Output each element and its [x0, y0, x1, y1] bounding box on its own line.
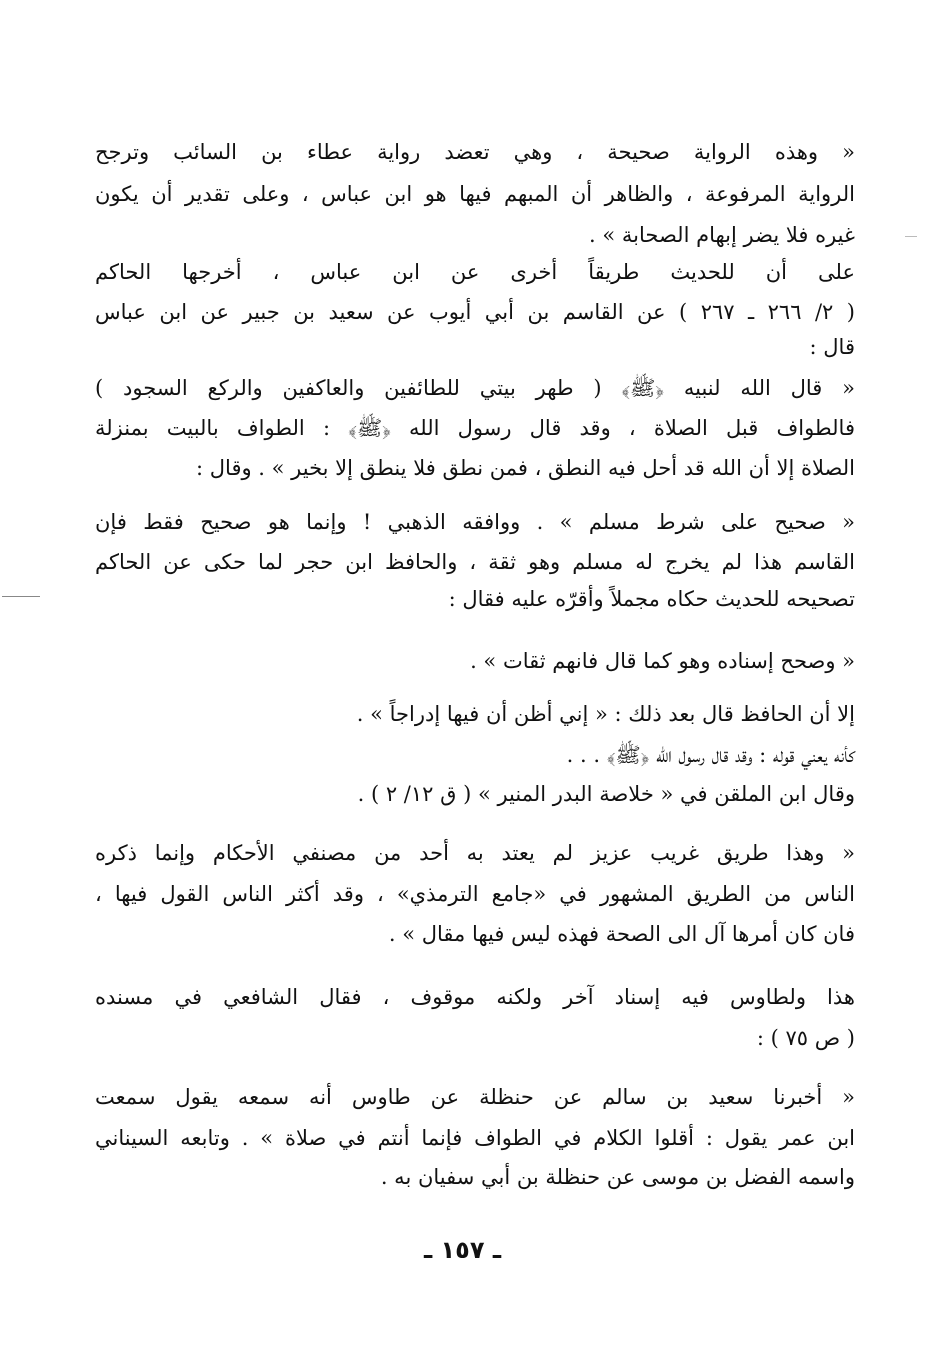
- text-line: قال :: [809, 335, 855, 359]
- text-line: واسمه الفضل بن موسى عن حنظلة بن أبي سفيان به .: [380, 1165, 855, 1189]
- text-line: وقال ابن الملقن في « خلاصة البدر المنير » ( ق ١٢/ ٢ ) .: [357, 782, 855, 806]
- scan-artifact: [2, 596, 40, 597]
- text-line: ( ص ٧٥ ) :: [756, 1026, 855, 1050]
- text-line: على أن للحديث طريقاً أخرى عن ابن عباس ، أخرجها الحاكم: [95, 260, 855, 284]
- text-line: القاسم هذا لم يخرج له مسلم وهو ثقة ، والحافظ ابن حجر لما حكى عن الحاكم: [95, 550, 855, 574]
- text-line: « صحيح على شرط مسلم » . ووافقه الذهبي ! وإنما هو صحيح فقط فإن: [95, 510, 855, 534]
- text-line: « أخبرنا سعيد بن سالم عن حنظلة عن طاوس أنه سمعه يقول سمعت: [95, 1085, 855, 1109]
- text-line: الناس من الطريق المشهور في «جامع الترمذي» ، وقد أكثر الناس القول فيها ،: [95, 882, 855, 906]
- text-line: « وهذا طريق غريب عزيز لم يعتد به أحد من مصنفي الأحكام وإنما ذكره: [95, 841, 855, 865]
- scan-artifact: [905, 236, 917, 237]
- text-line: « وهذه الرواية صحيحة ، وهي تعضد رواية عطاء بن السائب وترجح: [95, 140, 855, 164]
- page-number: ـ ١٥٧ ـ: [423, 1236, 502, 1264]
- text-line: « قال الله لنبيه ﴿ﷺ﴾ ( طهر بيتي للطائفين والعاكفين والركع السجود ): [95, 376, 855, 400]
- text-line: ابن عمر يقول : أقلوا الكلام في الطواف فإنما أنتم في صلاة » . وتابعه السيناني: [95, 1126, 855, 1150]
- text-line: الصلاة إلا أن الله قد أحل فيه النطق ، فمن نطق فلا ينطق إلا بخير » . وقال :: [196, 456, 855, 480]
- text-line: الرواية المرفوعة ، والظاهر أن المبهم فيها هو ابن عباس ، وعلى تقدير أن يكون: [95, 182, 855, 206]
- text-line: إلا أن الحافظ قال بعد ذلك : « إني أظن أن فيها إدراجاً » .: [356, 702, 855, 726]
- text-line: ( ٢/ ٢٦٦ ـ ٢٦٧ ) عن القاسم بن أبي أيوب عن سعيد بن جبير عن ابن عباس: [95, 300, 855, 324]
- text-line: « وصحح إسناده وهو كما قال فانهم ثقات » .: [470, 649, 855, 673]
- text-line: كأنه يعني قوله : وقد قال رسول الله ﴿ﷺ﴾ . . .: [566, 743, 855, 767]
- text-line: هذا ولطاوس فيه إسناد آخر ولكنه موقوف ، فقال الشافعي في مسنده: [95, 985, 855, 1009]
- text-line: تصحيحه للحديث حكاه مجملاً وأقرّه عليه فقال :: [448, 587, 855, 611]
- text-line: فالطواف قبل الصلاة ، وقد قال رسول الله ﴿ﷺ﴾ : الطواف بالبيت بمنزلة: [95, 416, 855, 440]
- text-line: فان كان أمرها آل الى الصحة فهذه ليس فيها مقال » .: [388, 922, 855, 946]
- text-line: غيره فلا يضر إبهام الصحابة » .: [589, 223, 855, 247]
